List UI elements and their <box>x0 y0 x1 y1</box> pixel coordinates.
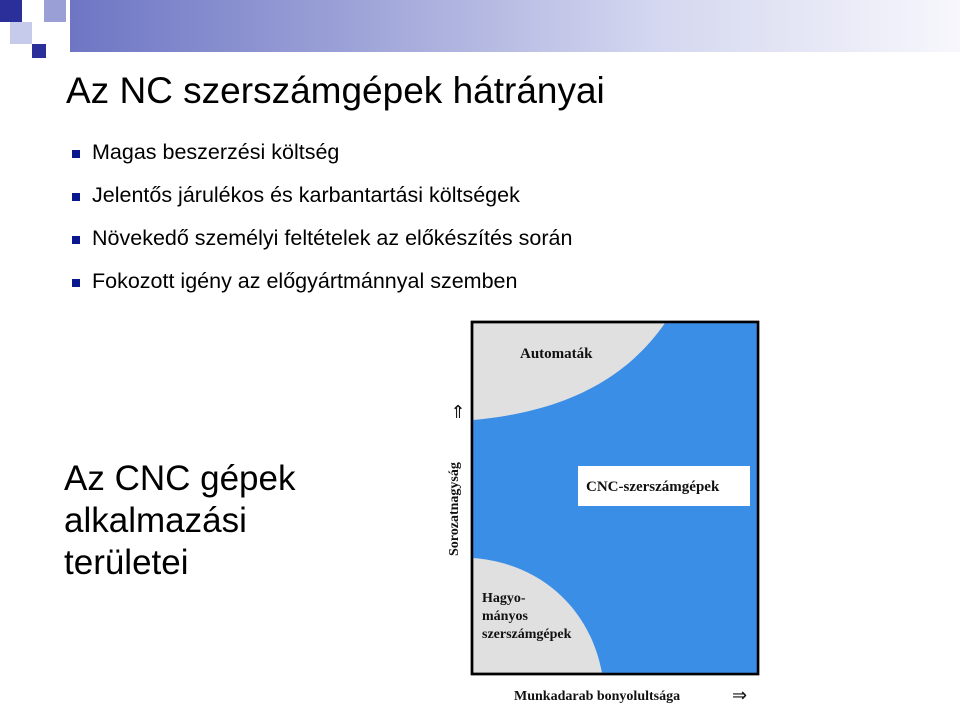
decor-square <box>10 22 32 44</box>
region-label-automatak: Automaták <box>520 346 593 362</box>
decor-square <box>32 44 46 58</box>
bullet-text: Fokozott igény az előgyártmánnyal szemben <box>92 269 518 293</box>
square-bullet-icon <box>72 279 80 287</box>
region-label-hagyomanyos-line: szerszámgépek <box>482 627 572 642</box>
bullet-text: Növekedő személyi feltételek az előkészítés során <box>92 226 573 250</box>
bullet-text: Jelentős járulékos és karbantartási költségek <box>92 183 520 207</box>
decor-square <box>0 0 22 22</box>
bullet-item <box>70 269 572 312</box>
application-areas-diagram <box>420 318 760 708</box>
region-label-cnc: CNC-szerszámgépek <box>586 479 720 495</box>
decor-square <box>44 22 66 44</box>
square-bullet-icon <box>72 193 80 201</box>
slide-title: Az NC szerszámgépek hátrányai <box>66 70 605 111</box>
x-axis-arrow-icon: ⇒ <box>732 685 748 706</box>
x-axis-label: Munkadarab bonyolultsága <box>514 689 681 704</box>
section-subtitle <box>64 458 295 584</box>
region-label-hagyomanyos-line: Hagyo- <box>482 591 526 606</box>
subtitle-line: Az CNC gépek <box>64 459 296 498</box>
region-label-hagyomanyos-line: mányos <box>482 609 528 624</box>
bullet-item <box>70 183 572 226</box>
bullet-item <box>70 226 572 269</box>
decor-square <box>22 0 44 22</box>
square-bullet-icon <box>72 236 80 244</box>
subtitle-line: alkalmazási <box>64 501 247 540</box>
bullet-item <box>70 140 572 183</box>
y-axis-label: Sorozatnagyság <box>447 462 462 556</box>
bullet-list <box>70 140 572 312</box>
square-bullet-icon <box>72 150 80 158</box>
header-gradient-band <box>70 0 960 52</box>
decor-square <box>44 0 66 22</box>
bullet-text: Magas beszerzési költség <box>92 140 340 164</box>
subtitle-line: területei <box>64 543 189 582</box>
y-axis-arrow-icon: ⇑ <box>450 402 466 423</box>
